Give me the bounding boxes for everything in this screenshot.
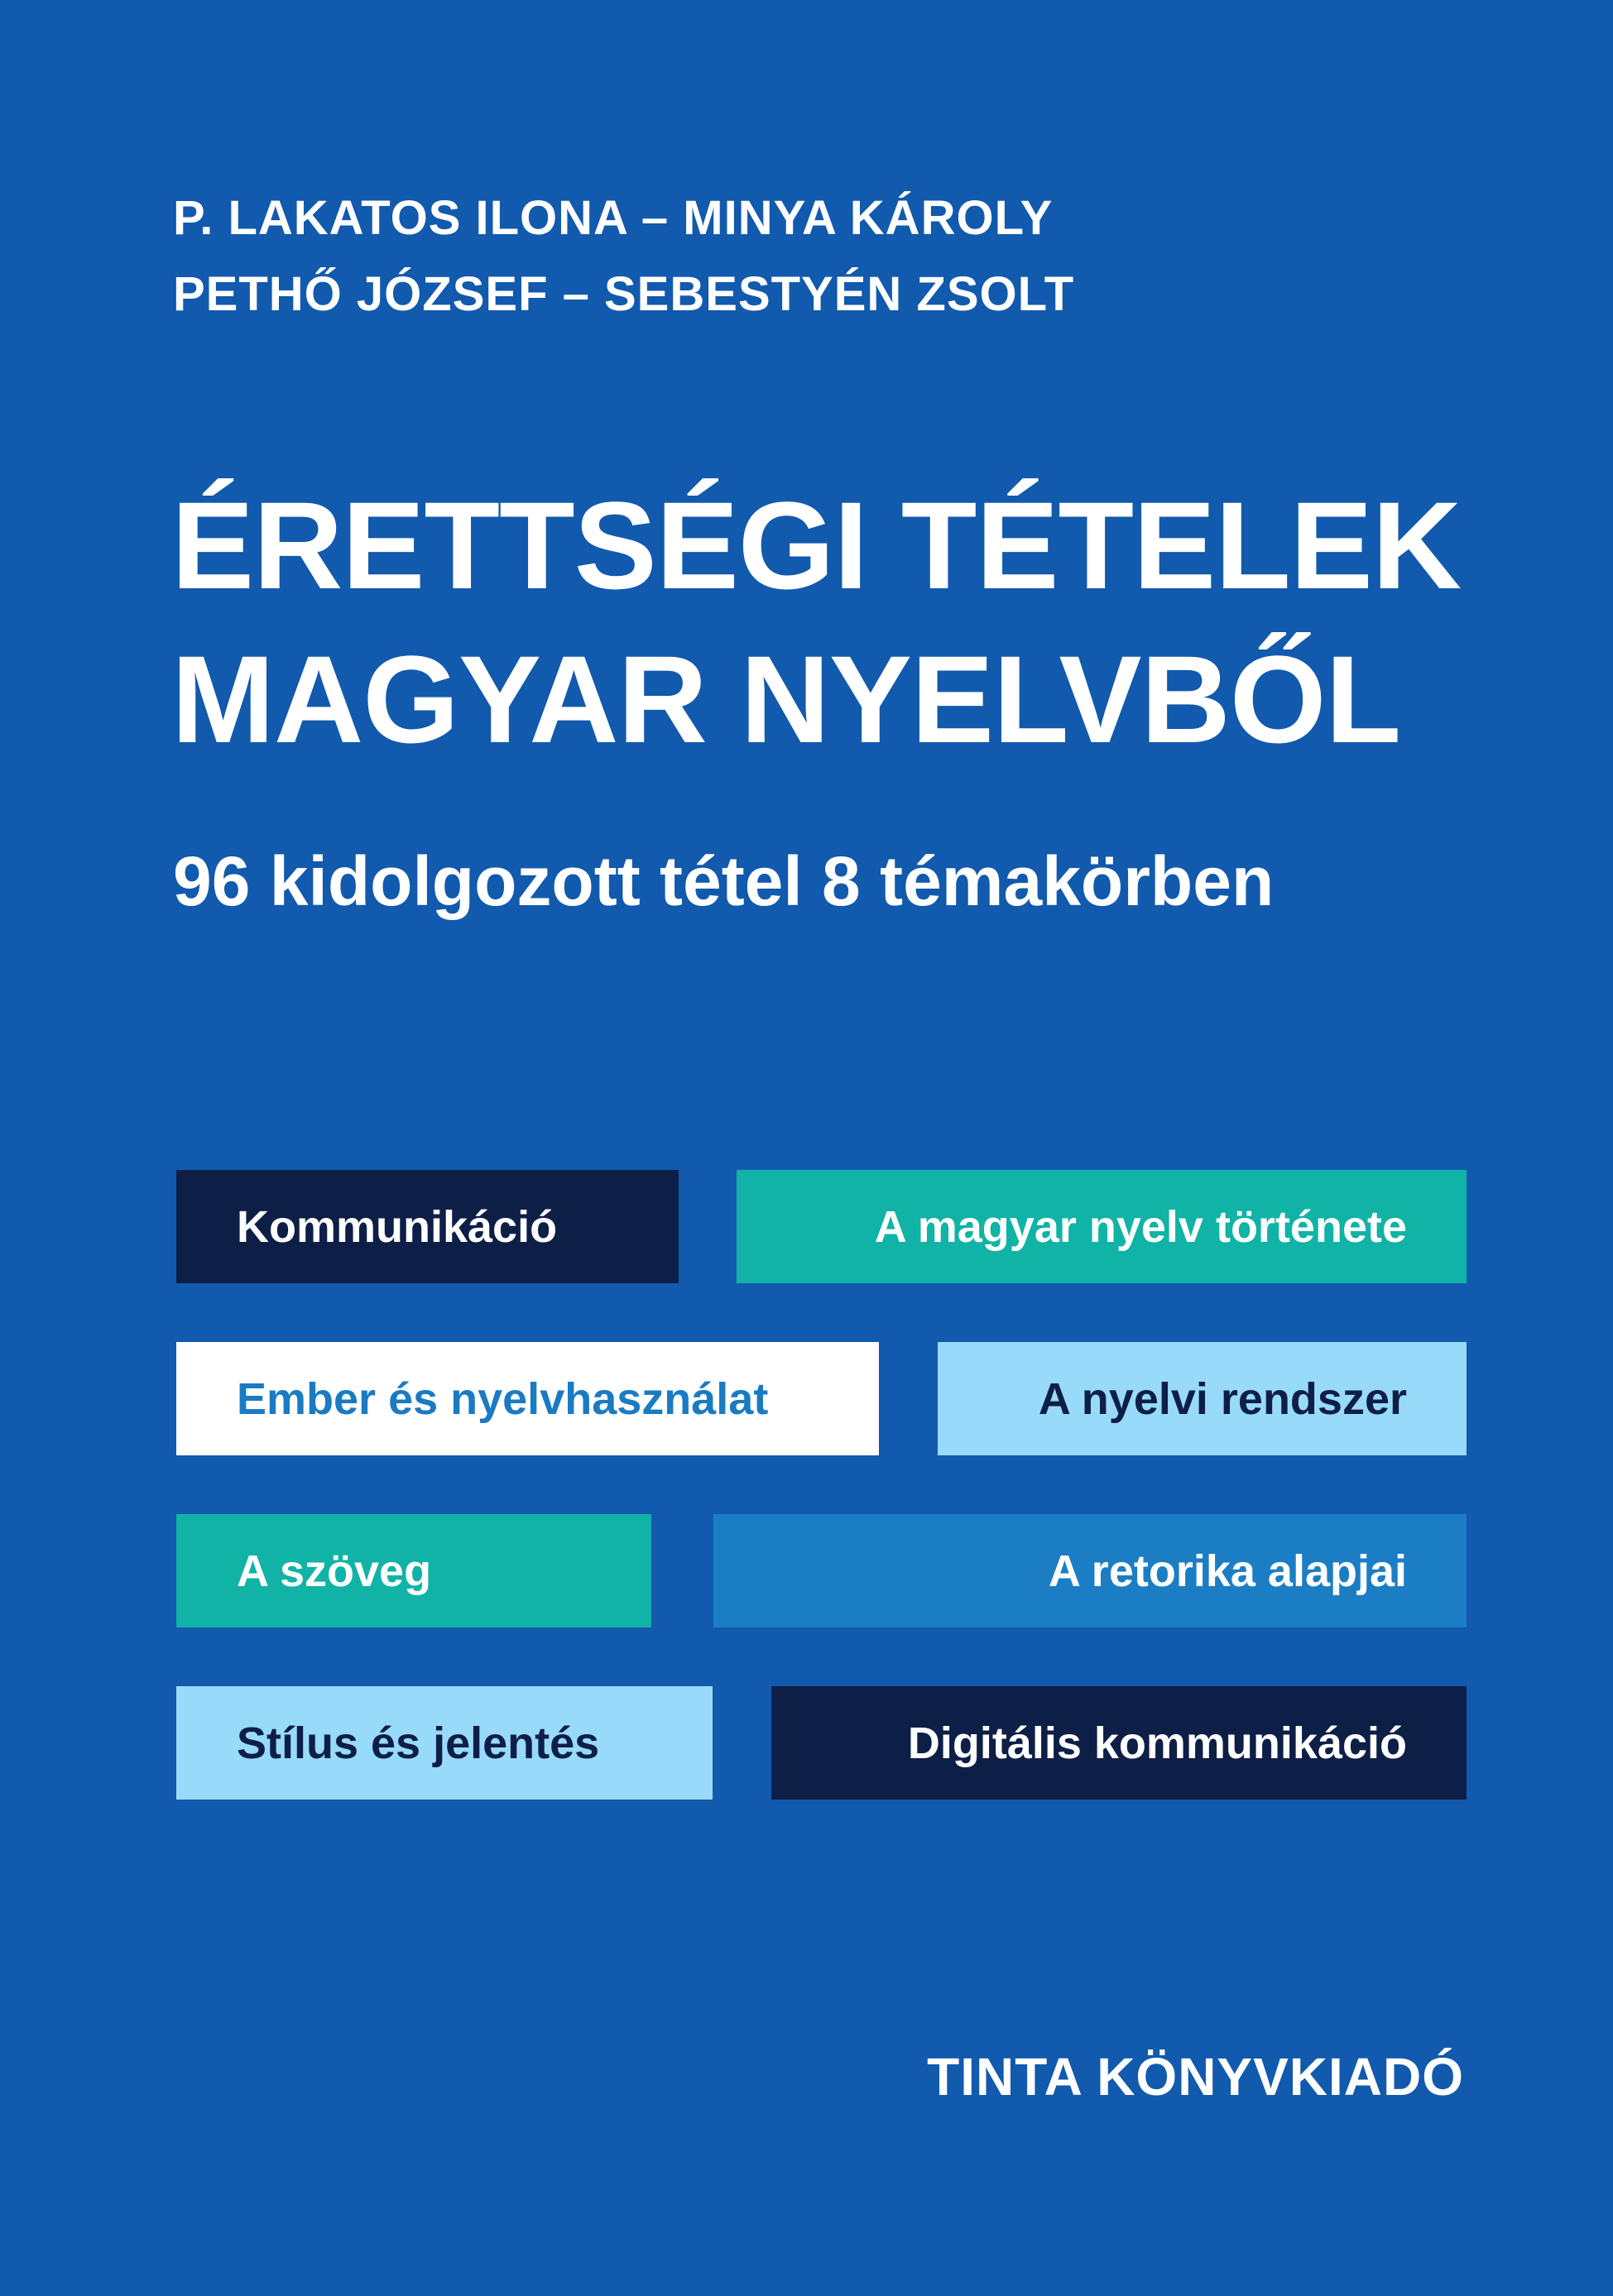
topic-szoveg [176, 1514, 651, 1627]
topic-stilus-es-jelentes [176, 1686, 713, 1800]
topic-label: Kommunikáció [237, 1201, 558, 1252]
authors [173, 180, 1074, 333]
authors-line-2: PETHŐ JÓZSEF – SEBESTYÉN ZSOLT [173, 267, 1075, 321]
topic-nyelvi-rendszer [938, 1342, 1467, 1455]
topic-retorika-alapjai [713, 1514, 1467, 1627]
title-line-1: ÉRETTSÉGI TÉTELEK [171, 476, 1462, 615]
topic-label: A retorika alapjai [1048, 1546, 1407, 1596]
topic-ember-es-nyelvhasznalat [176, 1342, 879, 1455]
authors-line-1: P. LAKATOS ILONA – MINYA KÁROLY [173, 191, 1054, 245]
topic-label: A nyelvi rendszer [1038, 1373, 1407, 1424]
topic-label: Digitális kommunikáció [907, 1718, 1407, 1768]
topic-label: Ember és nyelvhasználat [237, 1373, 769, 1424]
topic-kommunikacio [176, 1170, 679, 1283]
book-title [171, 468, 1461, 776]
topic-label: A magyar nyelv története [874, 1201, 1407, 1252]
topic-digitalis-kommunikacio [771, 1686, 1467, 1800]
topic-label: A szöveg [237, 1546, 432, 1596]
topic-magyar-nyelv-tortenete [737, 1170, 1467, 1283]
topic-label: Stílus és jelentés [237, 1718, 600, 1768]
publisher-name: TINTA KÖNYVKIADÓ [927, 2047, 1464, 2107]
book-subtitle: 96 kidolgozott tétel 8 témakörben [173, 842, 1275, 920]
title-line-2: MAGYAR NYELVBŐL [171, 630, 1401, 769]
